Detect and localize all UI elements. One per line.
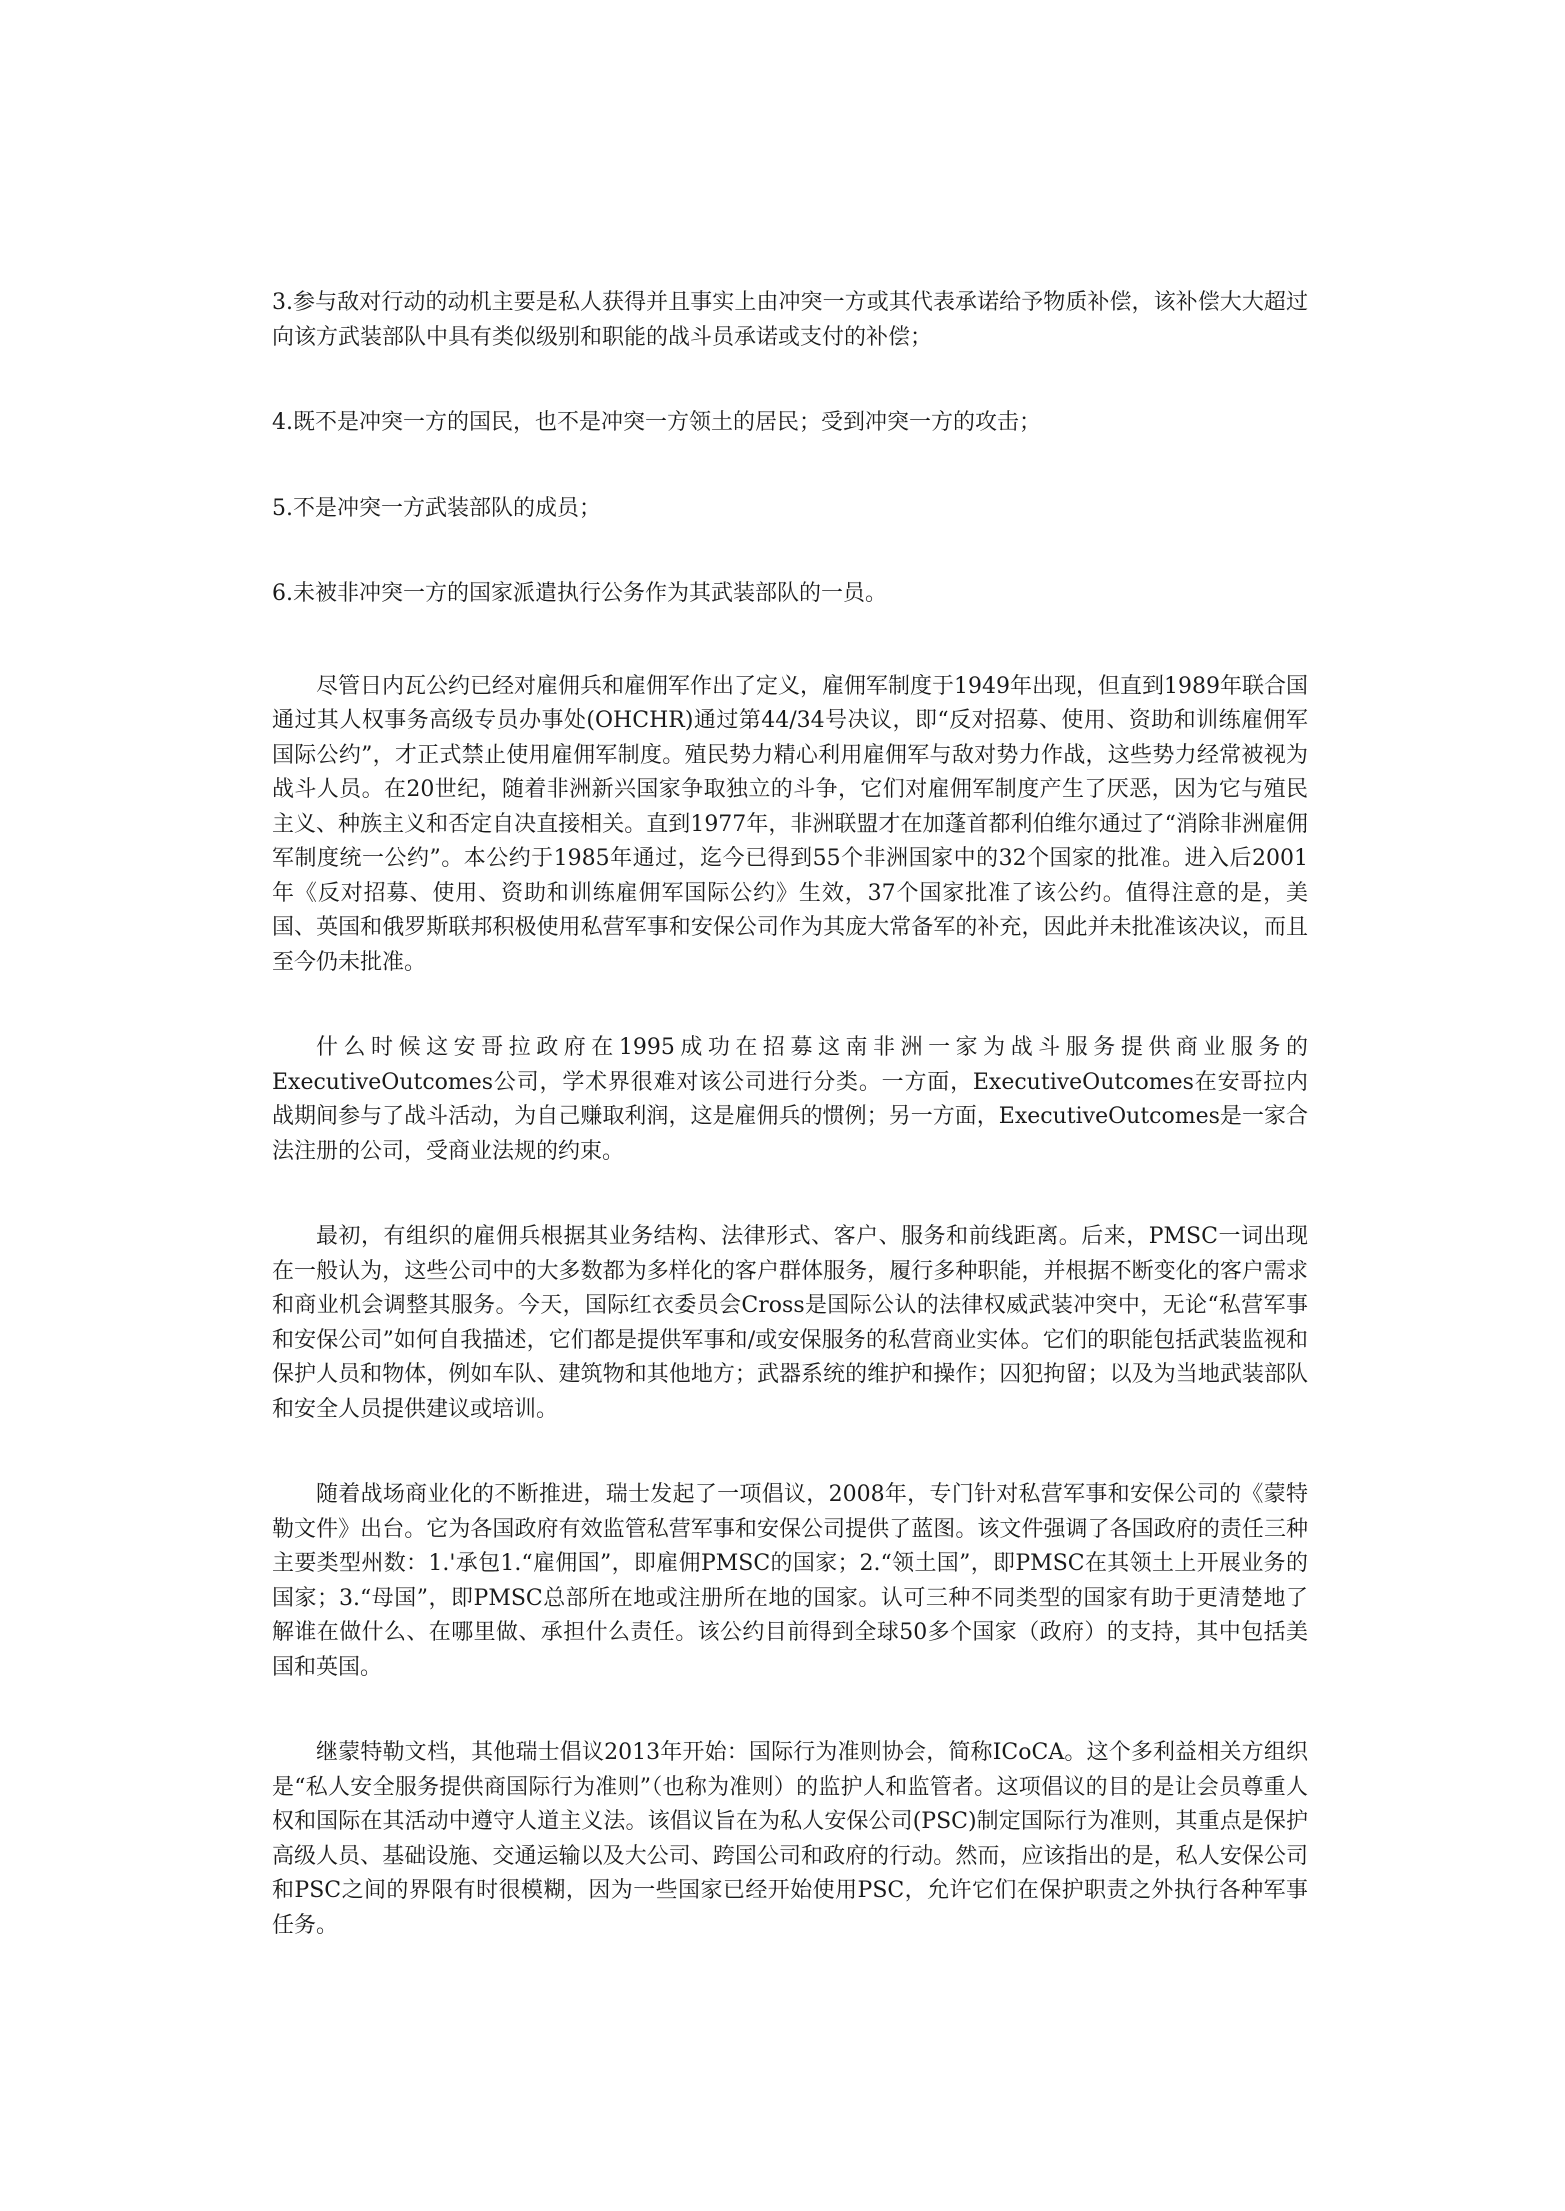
paragraph-geneva-convention: 尽管日内瓦公约已经对雇佣兵和雇佣军作出了定义，雇佣军制度于1949年出现，但直到1989年联合国通过其人权事务高级专员办事处(OHCHR)通过第44/34号决议，即“反对招募、使用、资助和训练雇佣军国际公约”，才正式禁止使用雇佣军制度。殖民势力精心利用雇佣军与敌对势力作战，这些势力经常被视为战斗人员。在20世纪，随着非洲新兴国家争取独立的斗争，它们对雇佣军制度产生了厌恶，因为它与殖民主义、种族主义和否定自决直接相关。直到1977年，非洲联盟才在加蓬首都利伯维尔通过了“消除非洲雇佣军制度统一公约”。本公约于1985年通过，迄今已得到55个非洲国家中的32个国家的批准。进入后2001年《反对招募、使用、资助和训练雇佣军国际公约》生效，37个国家批准了该公约。值得注意的是，美国、英国和俄罗斯联邦积极使用私营军事和安保公司作为其庞大常备军的补充，因此并未批准该决议，而且至今仍未批准。 bbox=[272, 673, 1308, 975]
list-item-5: 5.不是冲突一方武装部队的成员； bbox=[272, 495, 601, 521]
list-item-4: 4.既不是冲突一方的国民，也不是冲突一方领土的居民；受到冲突一方的攻击； bbox=[272, 410, 1041, 435]
paragraph-pmsc-definition: 最初，有组织的雇佣兵根据其业务结构、法律形式、客户、服务和前线距离。后来，PMSC一词出现在一般认为，这些公司中的大多数都为多样化的客户群体服务，履行多种职能，并根据不断变化的客户需求和商业机会调整其服务。今天，国际红衣委员会Cross是国际公认的法律权威武装冲突中，无论“私营军事和安保公司”如何自我描述，它们都是提供军事和/或安保服务的私营商业实体。它们的职能包括武装监视和保护人员和物体，例如车队、建筑物和其他地方；武器系统的维护和操作；囚犯拘留；以及为当地武装部队和安全人员提供建议或培训。 bbox=[272, 1224, 1308, 1422]
paragraph-icoca: 继蒙特勒文档，其他瑞士倡议2013年开始：国际行为准则协会，简称ICoCA。这个多利益相关方组织是“私人安全服务提供商国际行为准则”（也称为准则）的监护人和监管者。这项倡议的目的是让会员尊重人权和国际在其活动中遵守人道主义法。该倡议旨在为私人安保公司(PSC)制定国际行为准则，其重点是保护高级人员、基础设施、交通运输以及大公司、跨国公司和政府的行动。然而，应该指出的是，私人安保公司和PSC之间的界限有时很模糊，因为一些国家已经开始使用PSC，允许它们在保护职责之外执行各种军事任务。 bbox=[272, 1740, 1308, 1938]
paragraph-montreux-document: 随着战场商业化的不断推进，瑞士发起了一项倡议，2008年，专门针对私营军事和安保公司的《蒙特勒文件》出台。它为各国政府有效监管私营军事和安保公司提供了蓝图。该文件强调了各国政府的责任三种主要类型州数：1.'承包1.“雇佣国”，即雇佣PMSC的国家；2.“领土国”，即PMSC在其领土上开展业务的国家；3.“母国”，即PMSC总部所在地或注册所在地的国家。认可三种不同类型的国家有助于更清楚地了解谁在做什么、在哪里做、承担什么责任。该公约目前得到全球50多个国家（政府）的支持，其中包括美国和英国。 bbox=[272, 1482, 1308, 1680]
paragraph-executive-outcomes: 什么时候这安哥拉政府在1995成功在招募这南非洲一家为战斗服务提供商业服务的ExecutiveOutcomes公司，学术界很难对该公司进行分类。一方面，ExecutiveOutcomes在安哥拉内战期间参与了战斗活动，为自己赚取利润，这是雇佣兵的惯例；另一方面，ExecutiveOutcomes是一家合法注册的公司，受商业法规的约束。 bbox=[272, 1035, 1308, 1164]
document-page bbox=[272, 286, 1308, 1994]
list-item-3: 3.参与敌对行动的动机主要是私人获得并且事实上由冲突一方或其代表承诺给予物质补偿，该补偿大大超过向该方武装部队中具有类似级别和职能的战斗员承诺或支付的补偿； bbox=[272, 290, 1308, 350]
list-item-6: 6.未被非冲突一方的国家派遣执行公务作为其武装部队的一员。 bbox=[272, 581, 887, 606]
